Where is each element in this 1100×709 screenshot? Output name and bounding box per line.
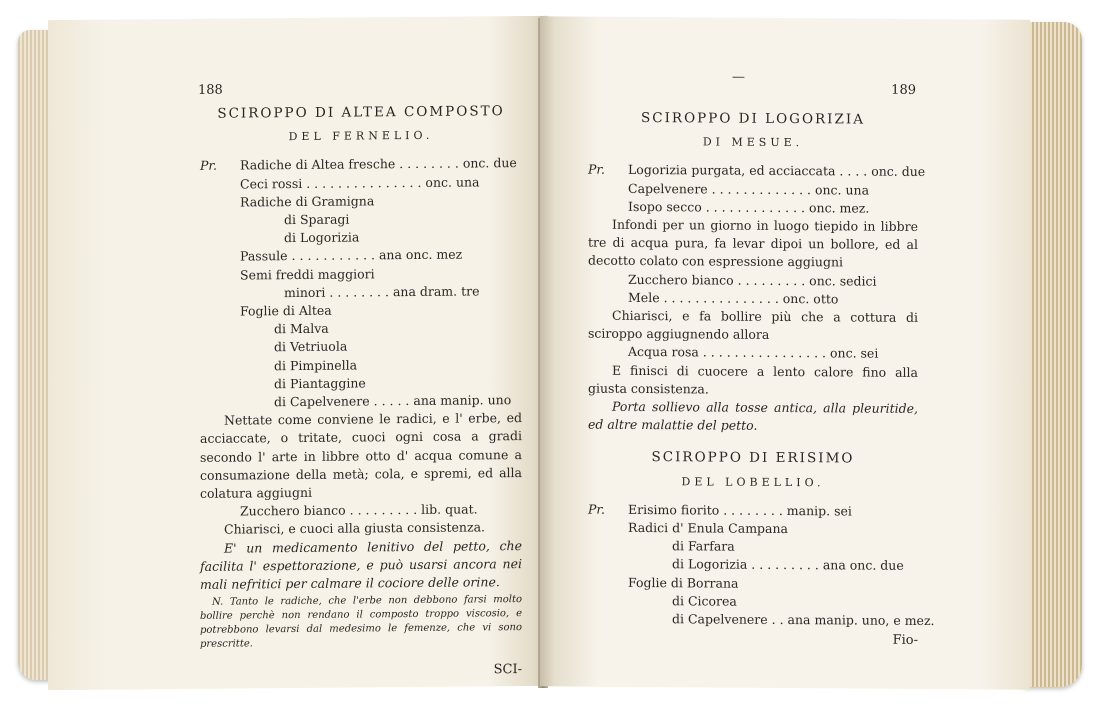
prescription-label	[200, 230, 240, 249]
prescription-label	[200, 193, 240, 212]
catchword: SCI-	[493, 662, 522, 678]
ingredient-list	[200, 154, 522, 412]
recipe-author: DEL FERNELIO.	[288, 129, 434, 144]
prescription-label	[588, 610, 628, 628]
ingredient-line	[588, 519, 918, 540]
instruction-paragraph: Chiarisci, e fa bollire più che a cottura di sciroppo aggiugnendo allora	[588, 307, 918, 343]
ingredient-text: di Sparagi	[284, 211, 350, 228]
recipe-title: SCIROPPO DI ALTEA COMPOSTO	[217, 103, 505, 122]
ingredient-line: Acqua rosa . . . . . . . . . . . . . . . . onc. sei	[628, 344, 879, 362]
prescription-label	[200, 303, 240, 322]
recipe-title: SCIROPPO DI ERISIMO	[651, 449, 855, 467]
ingredient-text: Capelvenere . . . . . . . . . . . . . onc. una	[628, 180, 870, 198]
catchword: Fio-	[892, 633, 918, 649]
prescription-label	[200, 248, 240, 267]
ingredient-line	[588, 610, 935, 631]
prescription-label	[200, 212, 240, 231]
ingredient-text: Foglie di Altea	[240, 302, 332, 319]
prescription-label	[200, 357, 240, 376]
ingredient-text: di Piantaggine	[274, 375, 366, 392]
ingredient-text: minori . . . . . . . . ana dram. tre	[284, 283, 480, 300]
prescription-label	[200, 266, 240, 285]
ingredient-text: Passule . . . . . . . . . . . ana onc. mez	[240, 246, 463, 264]
instruction-paragraph: E finisci di cuocere a lento calore fino alla giusta consistenza.	[588, 362, 918, 397]
prescription-label	[200, 321, 240, 340]
ingredient-line	[588, 591, 918, 612]
page-mark: —	[732, 69, 745, 85]
ingredient-text: Logorizia purgata, ed acciaccata . . . . onc. due	[628, 162, 926, 180]
ingredient-line	[588, 555, 918, 576]
prescription-label	[588, 288, 628, 306]
page-number: 188	[198, 82, 223, 98]
ingredient-line: Zucchero bianco . . . . . . . . . lib. quat.	[240, 501, 478, 519]
ingredient-text: Radici d' Enula Campana	[628, 519, 789, 537]
ingredient-line	[588, 573, 918, 594]
right-page	[540, 16, 1030, 689]
ingredient-text: Ceci rossi . . . . . . . . . . . . . . . onc. una	[240, 174, 480, 192]
ingredient-text: Semi freddi maggiori	[240, 265, 375, 283]
prescription-label	[588, 555, 628, 573]
prescription-label	[588, 591, 628, 609]
ingredient-text: di Capelvenere . . . . . ana manip. uno	[274, 392, 512, 410]
ingredient-text: Radiche di Gramigna	[240, 193, 375, 210]
ingredient-text: di Pimpinella	[274, 357, 358, 373]
prescription-label	[200, 175, 240, 194]
prescription-label: Pr.	[588, 162, 605, 178]
prescription-label	[588, 537, 628, 555]
footnote: N. Tanto le radiche, che l'erbe non debbono farsi molto bollire perchè non rendano il composto troppo viscosio, e potrebbono levarsi dal medesimo le femenze, che vi sono prescritte.	[200, 594, 522, 651]
prescription-label	[588, 519, 628, 537]
ingredient-list	[588, 161, 926, 218]
page-number: 189	[891, 82, 916, 98]
open-book	[18, 18, 1082, 693]
prescription-label	[588, 573, 628, 591]
ingredient-line	[588, 500, 918, 521]
ingredient-text: di Cicorea	[672, 593, 737, 609]
ingredient-line	[588, 270, 918, 291]
prescription-label	[588, 270, 628, 288]
prescription-label	[588, 197, 628, 215]
ingredient-text: Erisimo fiorito . . . . . . . . manip. sei	[628, 501, 852, 519]
ingredient-text: di Vetriuola	[274, 339, 348, 355]
ingredient-text: Foglie di Borrana	[628, 574, 739, 591]
prescription-label	[200, 339, 240, 358]
ingredient-line	[588, 161, 926, 182]
prescription-label: Pr.	[200, 158, 217, 174]
prescription-label	[200, 375, 240, 394]
ingredient-text: di Capelvenere . . ana manip. uno, e mez.	[672, 611, 935, 629]
instruction-paragraph: Chiarisci, e cuoci alla giusta consistenza.	[224, 519, 485, 538]
prescription-label: Pr.	[588, 501, 605, 517]
ingredient-text: di Farfara	[672, 538, 735, 554]
ingredient-line	[588, 179, 918, 200]
ingredient-line	[588, 288, 918, 309]
ingredient-line	[588, 197, 918, 218]
ingredient-text: Zucchero bianco . . . . . . . . . onc. sedici	[628, 271, 877, 289]
ingredient-text: Mele . . . . . . . . . . . . . . . onc. otto	[628, 289, 839, 307]
ingredient-list	[588, 500, 935, 630]
prescription-label	[200, 394, 240, 413]
left-page	[48, 16, 548, 690]
prescription-label	[200, 284, 240, 303]
instruction-paragraph: Infondi per un giorno in luogo tiepido in libbre tre di acqua pura, fa levar dipoi un bollore, ed al decotto colato con espressione aggiugni	[588, 216, 918, 270]
ingredient-text: Isopo secco . . . . . . . . . . . . . onc. mez.	[628, 198, 870, 216]
recipe-title: SCIROPPO DI LOGORIZIA	[641, 109, 865, 128]
usage-note: Porta sollievo alla tosse antica, alla pleuritide, ed altre malattie del petto.	[588, 398, 918, 434]
ingredient-text: di Malva	[274, 320, 329, 337]
instruction-paragraph: Nettate come conviene le radici, e l' erbe, ed acciaccate, o tritate, cuoci ogni cosa a gradi secondo l' arte in libbre otto d' acqua comune a consumazione della metà; cola, e spremi, ed alla colatura aggiugni	[200, 410, 522, 501]
ingredient-text: di Logorizia . . . . . . . . . ana onc. due	[672, 556, 904, 574]
ingredient-line	[588, 537, 918, 558]
ingredient-text: di Logorizia	[284, 229, 360, 246]
page-edges-right	[1024, 22, 1082, 687]
recipe-author: DEL LOBELLIO.	[681, 474, 825, 489]
recipe-author: DI MESUE.	[702, 135, 804, 150]
usage-note: E' un medicamento lenitivo del petto, che facilita l' espettorazione, e può usarsi ancora nei mali nefritici per calmare il cociore delle orine.	[200, 537, 522, 592]
ingredient-text: Radiche di Altea fresche . . . . . . . . onc. due	[240, 155, 517, 173]
ingredient-list	[588, 270, 918, 309]
prescription-label	[588, 179, 628, 197]
